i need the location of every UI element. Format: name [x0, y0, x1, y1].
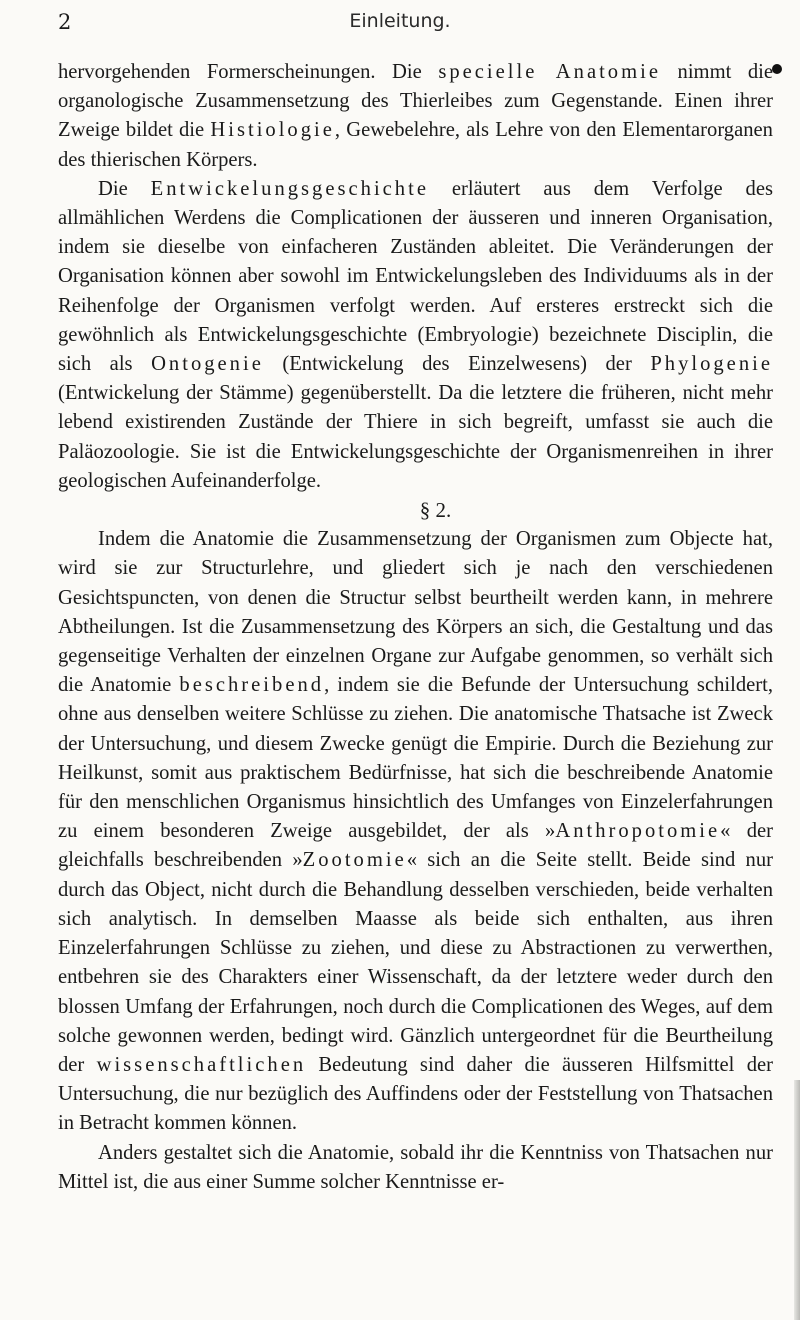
spaced-term: specielle Anatomie [438, 61, 661, 83]
text-run: , indem sie die Befunde der Untersuchung schildert, ohne aus denselben weitere Schlüsse zu ziehen. Die anatomische Thatsache ist Zweck der Untersuchung, und diesem Zwecke genügt die Empirie. Durch die Beziehung zur Heilkunst, somit aus praktischem Bedürfnisse, hat sich die beschreibende Anatomie für den menschlichen Organismus hinsichtlich des Umfanges von Einzelerfahrungen zu einem besonderen Zweige ausgebildet, der als » [58, 674, 773, 843]
text-run: Indem die Anatomie die Zusammensetzung der Organismen zum Objecte hat, wird sie zur Structurlehre, und gliedert sich je nach den verschiedenen Gesichtspuncten, von denen die Structur selbst beurtheilt werden kann, in mehrere Abtheilungen. Ist die Zusammensetzung des Körpers an sich, die Gestaltung und das gegenseitige Verhalten der einzelnen Organe zur Aufgabe genommen, so verhält sich die Anatomie [58, 528, 773, 697]
spaced-term: Histiologie [210, 119, 335, 142]
scan-dot-mark [772, 64, 782, 74]
running-head: Einleitung. [349, 10, 451, 32]
spaced-term: Zootomie [302, 849, 407, 872]
text-run: Die [98, 177, 151, 200]
spaced-term: Ontogenie [151, 353, 264, 376]
text-run: (Entwickelung des Einzelwesens) der [263, 353, 651, 376]
body-text [58, 58, 773, 1197]
text-run: nimmt die organologische Zusammensetzung des Thierleibes zum Gegenstande. Einen ihrer Zweige bildet die [58, 61, 774, 142]
paragraph [58, 1139, 773, 1197]
scan-edge-shadow [794, 1080, 800, 1320]
text-run: « der gleichfalls beschreibenden » [58, 820, 773, 872]
text-run: « sich an die Seite stellt. Beide sind nur durch das Object, nicht durch die Behandlung desselben verschieden, beide verhalten sich analytisch. In demselben Maasse als beide sich enthalten, aus ihren Einzelerfahrungen Schlüsse zu ziehen, und diese zu Abstractionen zu verwerthen, entbehren sie des Charakters einer Wissenschaft, da der letztere weder durch den blossen Umfang der Erfahrungen, noch durch die Complicationen des Weges, auf dem solche gewonnen werden, bedingt wird. Gänzlich untergeordnet für die Beurtheilung der [58, 849, 773, 1076]
spaced-term: Phylogenie [650, 353, 773, 376]
text-run: Bedeutung sind daher die äusseren Hilfsmittel der Untersuchung, die nur bezüglich des Auffindens oder der Feststellung von Thatsachen in Betracht kommen können. [58, 1053, 773, 1135]
page-header [0, 8, 800, 48]
paragraph [58, 58, 773, 175]
paragraph [58, 175, 773, 496]
text-run: erläutert aus dem Verfolge des allmählichen Werdens die Complicationen der äusseren und inneren Organisation, indem sie dieselbe von einfacheren Zuständen ableitet. Die Veränderungen der Organisation können aber sowohl im Entwickelungsleben des Individuums als in der Reihenfolge der Organismen verfolgt werden. Auf ersteres erstreckt sich die gewöhnlich als Entwickelungsgeschichte (Embryologie) bezeichnete Disciplin, die sich als [58, 177, 773, 376]
spaced-term: Entwickelungsgeschichte [150, 177, 429, 200]
text-run: Anders gestaltet sich die Anatomie, sobald ihr die Kenntniss von Thatsachen nur Mittel ist, die aus einer Summe solcher Kenntnisse er- [58, 1141, 773, 1193]
text-run: hervorgehenden Formerscheinungen. Die [58, 61, 439, 83]
spaced-term: Anthropotomie [555, 820, 721, 843]
paragraph [58, 525, 773, 1138]
spaced-term: beschreibend [179, 674, 325, 697]
text-run: , Gewebelehre, als Lehre von den Elementarorganen des thierischen Körpers. [58, 119, 773, 171]
spaced-term: wissenschaftlichen [96, 1053, 307, 1076]
text-run: (Entwickelung der Stämme) gegenüberstellt. Da die letztere die früheren, nicht mehr lebend existirenden Zustände der Thiere in sich begreift, umfasst sie auch die Paläozoologie. Sie ist die Entwickelungsgeschichte der Organismenreihen in ihrer geologischen Aufeinanderfolge. [58, 382, 773, 492]
page-number: 2 [58, 10, 72, 34]
section-heading: § 2. [419, 498, 452, 523]
